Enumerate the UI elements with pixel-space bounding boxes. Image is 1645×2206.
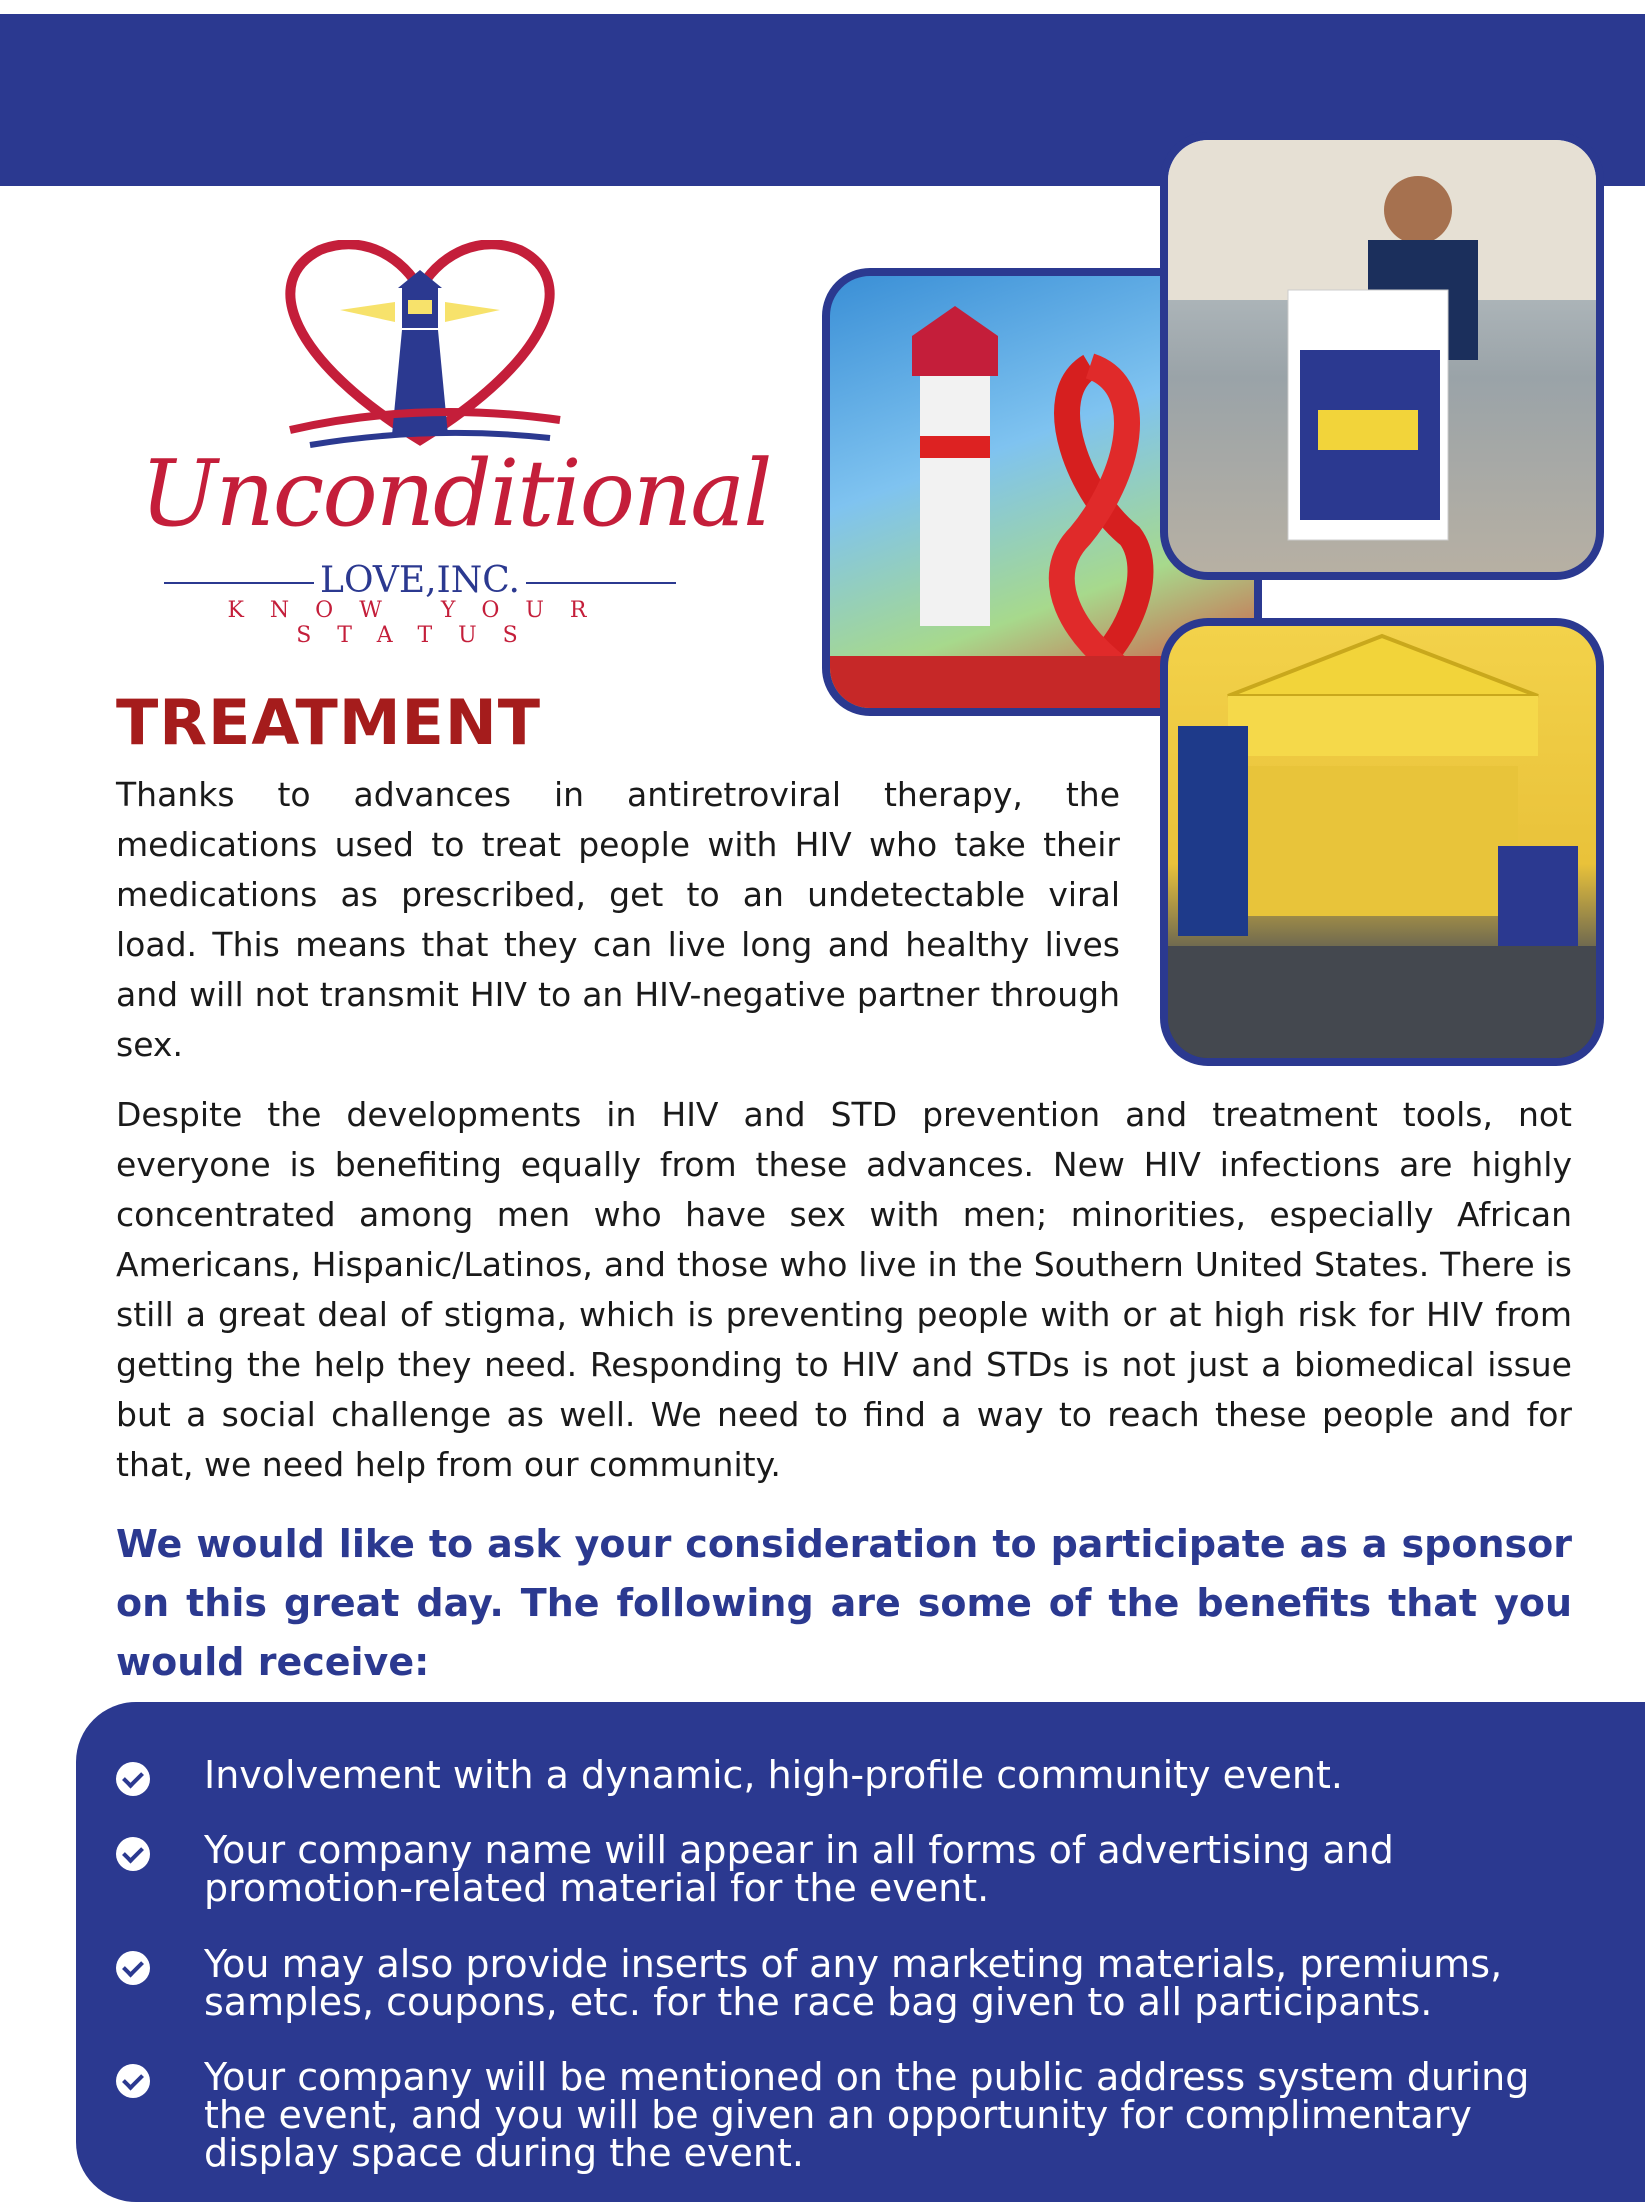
benefit-text: Involvement with a dynamic, high-profile community event. (204, 1753, 1343, 1797)
equity-paragraph: Despite the developments in HIV and STD prevention and treatment tools, not everyone is benefiting equally from these advances. New HIV infections are highly concentrated among men who have sex with men; minorities, especially African Americans, Hispanic/Latinos, and those who live in the Southern United States. There is still a great deal of stigma, which is preventing people with or at high risk for HIV from getting the help they need. Responding to HIV and STDs is not just a biomedical issue but a social challenge as well. We need to find a way to reach these people and for that, we need help from our community. (116, 1095, 1572, 1484)
treatment-paragraph: Thanks to advances in antiretroviral therapy, the medications used to treat people with HIV who take their medications as prescribed, get to an undetectable viral load. This means that they can live long and healthy lives and will not transmit HIV to an HIV-negative partner through sex. (116, 775, 1120, 1064)
benefit-text: Your company will be mentioned on the public address system during the event, and you will be given an opportunity for complimentary display space during the event. (204, 2055, 1530, 2175)
check-circle-icon (116, 1762, 150, 1796)
logo-tagline: KNOW YOUR STATUS (227, 598, 613, 648)
logo-name: Unconditional (140, 440, 771, 547)
benefit-text: You may also provide inserts of any marketing materials, premiums, samples, coupons, etc. for the race bag given to all participants. (204, 1942, 1503, 2024)
benefits-panel (76, 1702, 1645, 2202)
lighthouse-heart-icon (140, 240, 700, 450)
check-circle-icon (116, 1951, 150, 1985)
volunteer-with-sign-photo (1160, 132, 1604, 580)
outreach-booth-photo (1160, 618, 1604, 1066)
sponsor-request: We would like to ask your consideration to participate as a sponsor on this great day. The following are some of the benefits that you would receive: (116, 1522, 1572, 1684)
logo-suffix: LOVE,INC. (140, 560, 700, 601)
check-circle-icon (116, 2064, 150, 2098)
benefit-text: Your company name will appear in all forms of advertising and promotion-related material for the event. (204, 1828, 1394, 1910)
check-circle-icon (116, 1837, 150, 1871)
section-heading: TREATMENT (116, 686, 542, 759)
organization-logo (140, 240, 771, 648)
